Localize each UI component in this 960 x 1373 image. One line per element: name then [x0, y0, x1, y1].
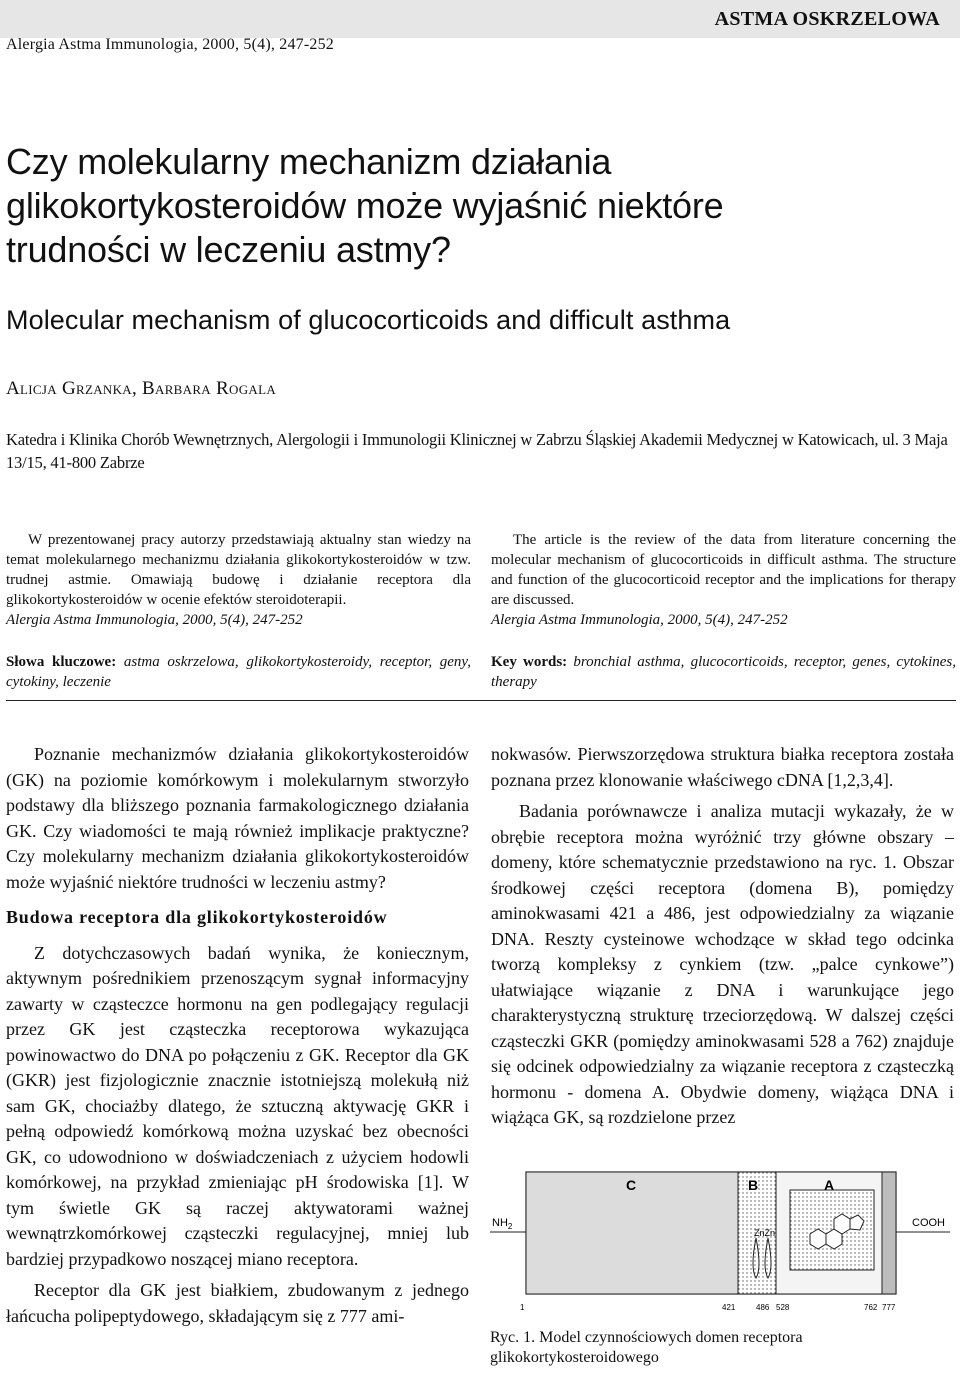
- body-paragraph: Receptor dla GK jest białkiem, zbudowanym z jednego łańcucha polipeptydowego, składającym się z 777 ami-: [6, 1280, 469, 1326]
- receptor-domain-figure: [490, 1168, 950, 1316]
- keywords-text: bronchial asthma, glucocorticoids, receptor, genes, cytokines, therapy: [491, 654, 956, 690]
- section-divider: [6, 700, 956, 701]
- body-paragraph: Z dotychczasowych badań wynika, że koniecznym, aktywnym pośrednikiem przenoszącym sygnał informacyjny zawarty w cząsteczce hormonu na gen podlegający regulacji przez GK jest cząsteczka receptorowa wykazująca powinowactwo do DNA po połączeniu z GK. Receptor dla GK (GKR) jest fizjologicznie znacznie istotniejszą molekułą niż sam GK, chociażby dlatego, że sztuczną aktywację GKR i pełną odpowiedź komórkową można uzyskać bez obecności GK, co udowodniono w doświadczeniach z użyciem hodowli komórkowej, na przykład zmieniając pH środowiska [1]. W tym świetle GK są raczej aktywatorami ważnej wewnątrzkomórkowej cząsteczki regulacyjnej, mniej lub bardziej przypadkowo noszącej miano receptora.: [6, 942, 469, 1269]
- body-paragraph: Poznanie mechanizmów działania glikokortykosteroidów (GK) na poziomie komórkowym i molekularnym stworzyło podstawy dla bliższego poznania farmakologicznego działania GK. Czy wiadomości te mają również implikacje praktyczne? Czy molekularny mechanizm działania glikokortykosteroidów może wyjaśnić niektóre trudności w leczeniu astmy?: [6, 744, 469, 892]
- affiliation: Katedra i Klinika Chorób Wewnętrznych, Alergologii i Immunologii Klinicznej w Zabrzu Śląskiej Akademii Medycznej w Katowicach, ul. 3 Maja 13/15, 41-800 Zabrze: [6, 430, 948, 472]
- position-1: 1: [520, 1303, 525, 1312]
- section-tag: ASTMA OSKRZELOWA: [714, 8, 940, 30]
- domain-a-label: A: [824, 1177, 835, 1193]
- cooh-label: COOH: [912, 1217, 945, 1229]
- nh2-label: [492, 1217, 513, 1231]
- body-column-right: [491, 742, 954, 1131]
- body-paragraph: Badania porównawcze i analiza mutacji wykazały, że w obrębie receptora można wyróżnić trzy główne obszary – domeny, które schematycznie przedstawiono na ryc. 1. Obszar środkowej części receptora (domena B), pomiędzy aminokwasami 421 a 486, jest odpowiedzialny za wiązanie DNA. Reszty cysteinowe wchodzące w skład tego odcinka tworzą kompleksy z cynkiem (tzw. „palce cynkowe”) ułatwiające wiązanie z DNA i warunkujące jego charakterystyczną strukturę trzeciorzędową. W dalszej części cząsteczki GKR (pomiędzy aminokwasami 528 a 762) znajduje się odcinek odpowiedzialny za wiązanie receptora z cząsteczką hormonu - domena A. Obydwie domeny, wiążąca DNA i wiążąca GK, są rozdzielone przez: [491, 801, 954, 1127]
- zinc-label: ZnZn: [754, 1228, 776, 1238]
- title-line: Czy molekularny mechanizm działania: [6, 141, 612, 182]
- title-polish: [6, 140, 946, 272]
- nh2-subscript: 2: [507, 1222, 513, 1231]
- abstract-citation: Alergia Astma Immunologia, 2000, 5(4), 247-252: [6, 612, 303, 628]
- title-line: glikokortykosteroidów może wyjaśnić niektóre: [6, 185, 724, 226]
- authors: Alicja Grzanka, Barbara Rogala: [6, 378, 277, 399]
- domain-c-label: C: [626, 1177, 637, 1193]
- abstract-citation: Alergia Astma Immunologia, 2000, 5(4), 247-252: [491, 612, 788, 628]
- abstract-english: [491, 530, 956, 692]
- keywords: [491, 652, 956, 692]
- section-heading: Budowa receptora dla glikokortykosteroidów: [6, 907, 388, 927]
- keywords-text: astma oskrzelowa, glikokortykosteroidy, receptor, geny, cytokiny, leczenie: [6, 654, 471, 690]
- position-777: 777: [882, 1303, 896, 1312]
- position-421: 421: [722, 1303, 736, 1312]
- abstract-text: The article is the review of the data from literature concerning the molecular mechanism of glucocorticoids in difficult asthma. The structure and function of the glucocorticoid receptor and the implications for therapy are discussed.: [491, 532, 956, 608]
- keywords: [6, 652, 471, 692]
- domain-b-label: B: [748, 1177, 759, 1193]
- position-762: 762: [864, 1303, 878, 1312]
- keywords-label: Słowa kluczowe:: [6, 654, 117, 670]
- keywords-label: Key words:: [491, 654, 568, 670]
- abstract-polish: [6, 530, 471, 692]
- body-paragraph: nokwasów. Pierwszorzędowa struktura białka receptora została poznana przez klonowanie właściwego cDNA [1,2,3,4].: [491, 744, 954, 790]
- figure-caption: Ryc. 1. Model czynnościowych domen receptora glikokortykosteroidowego: [490, 1329, 803, 1366]
- cooh-terminal-block: [882, 1172, 896, 1294]
- journal-reference: Alergia Astma Immunologia, 2000, 5(4), 247-252: [6, 36, 334, 53]
- body-column-left: [6, 742, 469, 1329]
- title-english: Molecular mechanism of glucocorticoids and difficult asthma: [6, 305, 731, 335]
- position-486: 486: [756, 1303, 770, 1312]
- position-528: 528: [776, 1303, 790, 1312]
- abstract-text: W prezentowanej pracy autorzy przedstawiają aktualny stan wiedzy na temat molekularnego mechanizmu działania glikokortykosteroidów w tzw. trudnej astmie. Omawiają budowę i działanie receptora dla glikokortykosteroidów w ocenie efektów steroidoterapii.: [6, 532, 471, 608]
- nh2-text: NH: [492, 1217, 508, 1229]
- title-line: trudności w leczeniu astmy?: [6, 229, 451, 270]
